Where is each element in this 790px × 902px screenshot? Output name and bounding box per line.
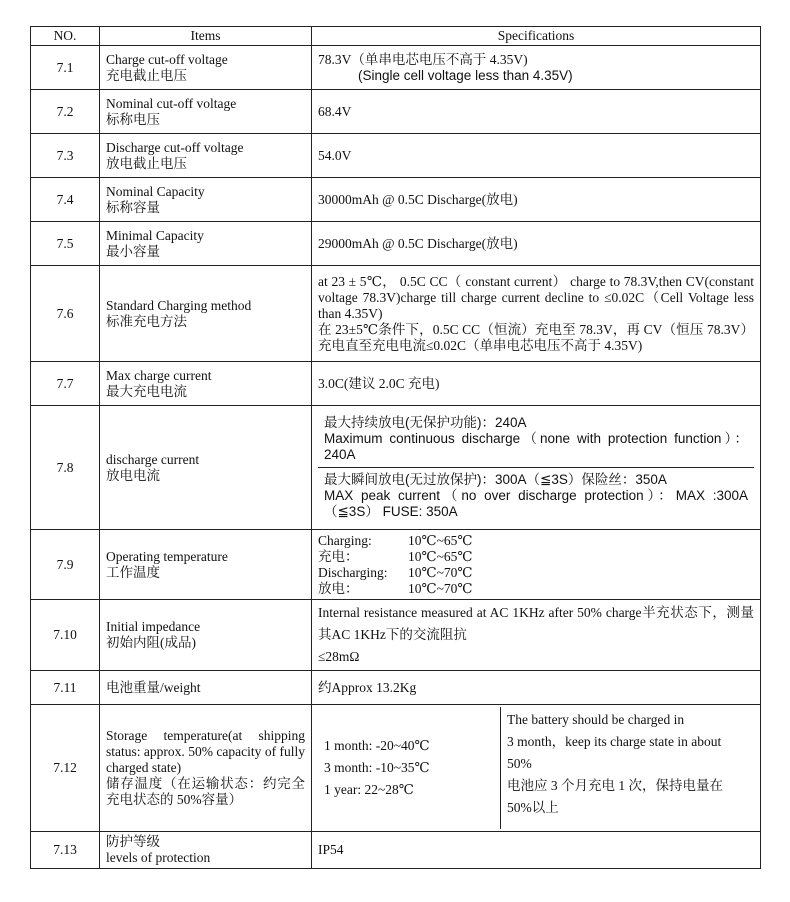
item-cn: 初始内阻(成品) (106, 635, 196, 650)
storage-split (318, 707, 754, 829)
table-row (31, 705, 761, 832)
spec-line: (Single cell voltage less than 4.35V) (358, 67, 573, 83)
item-cn: 标称电压 (106, 111, 160, 127)
storage-note (501, 707, 754, 829)
item-cn: 放电电流 (106, 467, 160, 483)
item-cell (100, 46, 312, 90)
item-en: Operating temperature (106, 548, 228, 564)
item-cell (100, 530, 312, 600)
temp-range: 10℃~70℃ (408, 564, 473, 580)
spec-cell: 29000mAh @ 0.5C Discharge(放电) (312, 222, 761, 266)
item-en: Initial impedance (106, 619, 201, 634)
table-row (31, 530, 761, 600)
header-no: NO. (31, 27, 100, 46)
spec-line: Maximum continuous discharge（none with protection function）：240A (324, 431, 748, 462)
item-cell (100, 406, 312, 530)
table-row (31, 671, 761, 705)
row-no: 7.5 (31, 222, 100, 266)
table-row (31, 222, 761, 266)
row-no: 7.8 (31, 406, 100, 530)
temp-range: 10℃~70℃ (408, 580, 473, 596)
spec-cell: 30000mAh @ 0.5C Discharge(放电) (312, 178, 761, 222)
item-cell (100, 90, 312, 134)
row-no: 7.10 (31, 600, 100, 671)
item-cell (100, 600, 312, 671)
header-items: Items (100, 27, 312, 46)
spec-cell (312, 266, 761, 362)
item-cell (100, 222, 312, 266)
table-row (31, 46, 761, 90)
row-no: 7.12 (31, 705, 100, 832)
item-en: levels of protection (106, 850, 211, 865)
spec-cn: 在 23±5℃条件下，0.5C CC（恒流）充电至 78.3V，再 CV（恒压 78.3V）充电直至充电电流≤0.02C（单串电芯电压不高于 4.35V) (318, 321, 754, 353)
continuous-discharge-block (318, 413, 754, 468)
item-cell (100, 134, 312, 178)
item-cn: 标称容量 (106, 199, 160, 215)
spec-cell: 68.4V (312, 90, 761, 134)
item-cell (100, 832, 312, 869)
item-cn: 防护等级 (106, 834, 160, 849)
storage-period: 1 year: 22~28℃ (324, 782, 414, 797)
temp-label: Charging: (318, 532, 372, 548)
row-no: 7.11 (31, 671, 100, 705)
storage-period: 1 month: -20~40℃ (324, 738, 430, 753)
spec-cell (312, 705, 761, 832)
item-en: Discharge cut-off voltage (106, 139, 244, 155)
item-en: discharge current (106, 451, 200, 467)
temp-row (318, 565, 754, 581)
item-cn: 工作温度 (106, 564, 160, 580)
item-cell (100, 705, 312, 832)
storage-note-line: 电池应 3 个月充电 1 次，保持电量在 50%以上 (507, 778, 723, 815)
spec-cell: IP54 (312, 832, 761, 869)
spec-cell: 3.0C(建议 2.0C 充电) (312, 362, 761, 406)
spec-line: ≤28mΩ (318, 649, 360, 664)
row-no: 7.6 (31, 266, 100, 362)
spec-line: MAX peak current（no over discharge protection）：MAX :300A （≦3S） FUSE: 350A (324, 488, 748, 519)
temp-row (318, 549, 754, 565)
item-en: Storage temperature(at shipping status: approx. 50% capacity of fully charged state) (106, 728, 305, 775)
item-cell (100, 362, 312, 406)
row-no: 7.2 (31, 90, 100, 134)
table-row (31, 178, 761, 222)
row-no: 7.9 (31, 530, 100, 600)
item-en: Max charge current (106, 367, 212, 383)
table-row (31, 362, 761, 406)
spec-cell (312, 46, 761, 90)
temp-range: 10℃~65℃ (408, 548, 473, 564)
spec-cell (312, 406, 761, 530)
item-cn: 放电截止电压 (106, 155, 187, 171)
row-no: 7.1 (31, 46, 100, 90)
item-cn: 储存温度（在运输状态：约完全充电状态的 50%容量） (106, 776, 305, 807)
item-en: Nominal cut-off voltage (106, 95, 237, 111)
item-en: Charge cut-off voltage (106, 51, 228, 67)
temp-label: Discharging: (318, 564, 388, 580)
item-cn: 最大充电电流 (106, 383, 187, 399)
spec-cell: 54.0V (312, 134, 761, 178)
item-cn: 充电截止电压 (106, 67, 187, 83)
storage-note-line: 3 month，keep its charge state in about 50% (507, 734, 722, 771)
spec-cell (312, 530, 761, 600)
storage-note-line: The battery should be charged in (507, 712, 685, 727)
item-en: Standard Charging method (106, 297, 252, 313)
peak-discharge-block (318, 468, 754, 522)
spec-line: 最大瞬间放电(无过放保护)：300A（≦3S）保险丝：350A (324, 472, 667, 487)
table-row (31, 266, 761, 362)
spec-line: 最大持续放电(无保护功能)：240A (324, 415, 527, 430)
table-row (31, 90, 761, 134)
item-cn: 标准充电方法 (106, 313, 187, 329)
row-no: 7.7 (31, 362, 100, 406)
row-no: 7.3 (31, 134, 100, 178)
row-no: 7.13 (31, 832, 100, 869)
temp-row (318, 581, 754, 597)
table-row (31, 832, 761, 869)
item-en: Nominal Capacity (106, 183, 205, 199)
specifications-table (30, 26, 761, 869)
row-no: 7.4 (31, 178, 100, 222)
header-specifications: Specifications (312, 27, 761, 46)
spec-line: 78.3V（单串电芯电压不高于 4.35V) (318, 51, 528, 67)
spec-en: at 23 ± 5℃， 0.5C CC（ constant current） charge to 78.3V,then CV(constant voltage 78.3V)charge till charge current decline to ≤0.02C（Cell Voltage less than 4.35V) (318, 273, 754, 321)
item-cell (100, 266, 312, 362)
table-row (31, 600, 761, 671)
spec-cell (312, 600, 761, 671)
temp-label: 放电： (318, 580, 359, 596)
item-cell (100, 178, 312, 222)
temp-row (318, 533, 754, 549)
item-cn: 最小容量 (106, 243, 160, 259)
table-row (31, 406, 761, 530)
item-en: Minimal Capacity (106, 227, 204, 243)
spec-cell: 约Approx 13.2Kg (312, 671, 761, 705)
item-cell: 电池重量/weight (100, 671, 312, 705)
temp-range: 10℃~65℃ (408, 532, 473, 548)
temp-label: 充电： (318, 548, 359, 564)
storage-period: 3 month: -10~35℃ (324, 760, 430, 775)
table-row (31, 134, 761, 178)
storage-periods (318, 707, 501, 829)
spec-line: Internal resistance measured at AC 1KHz after 50% charge半充状态下，测量其AC 1KHz下的交流阻抗 (318, 605, 754, 642)
table-header-row (31, 27, 761, 46)
